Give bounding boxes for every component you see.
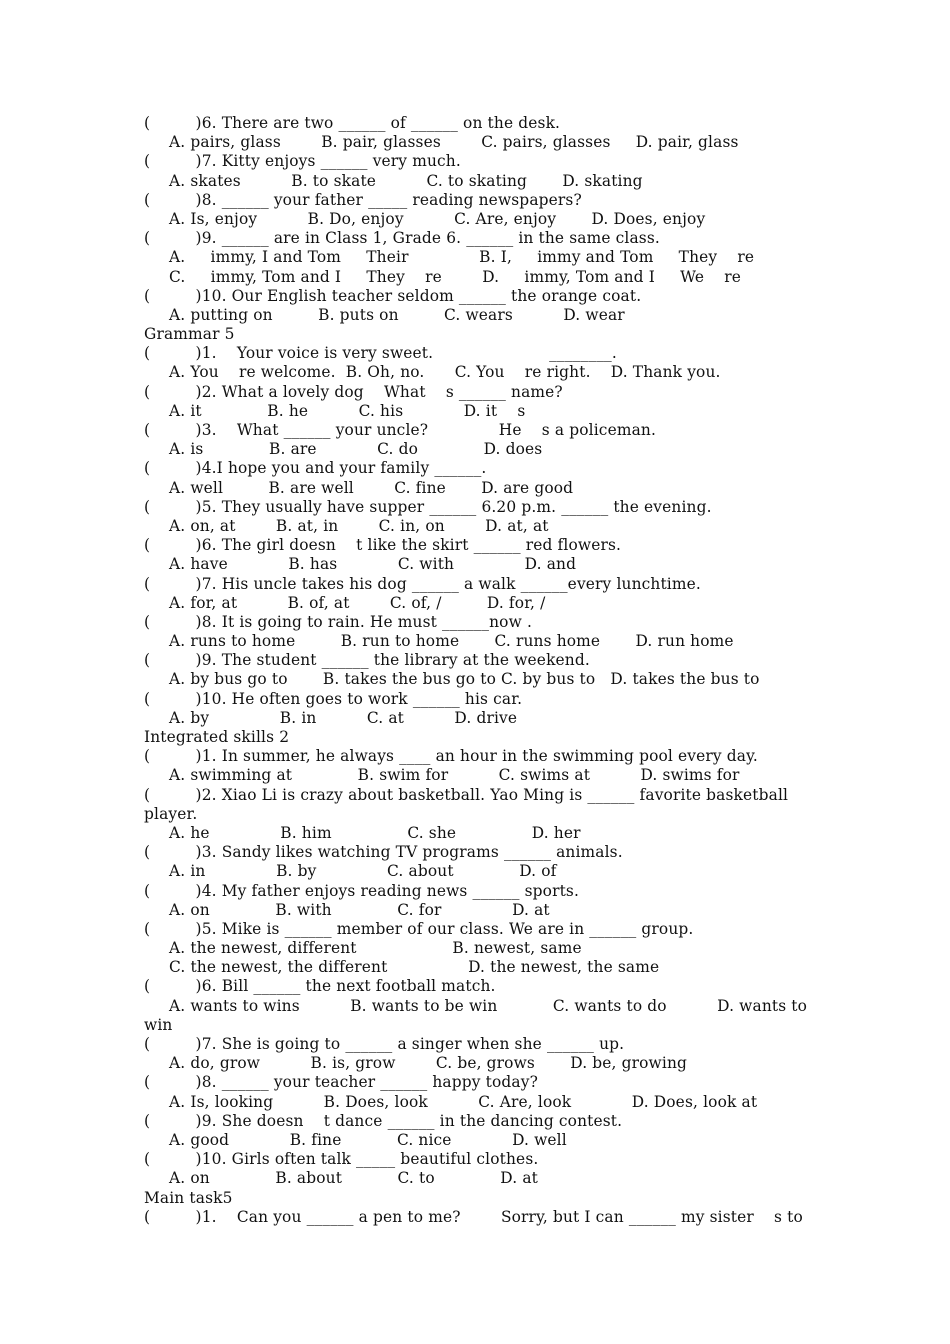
answer-options: A. swimming at B. swim for C. swims at D. swims for: [169, 766, 740, 785]
question-line: ( )8. ______ your teacher ______ happy today?: [144, 1073, 538, 1092]
question-line: ( )9. ______ are in Class 1, Grade 6. ______ in the same class.: [144, 229, 660, 248]
answer-options: A. for, at B. of, at C. of, / D. for, /: [169, 593, 546, 612]
answer-options: A. on, at B. at, in C. in, on D. at, at: [169, 516, 549, 535]
answer-options: A. Is, enjoy B. Do, enjoy C. Are, enjoy D. Does, enjoy: [169, 209, 706, 228]
question-line: ( )10. Girls often talk _____ beautiful clothes.: [144, 1150, 539, 1169]
question-line: ( )6. The girl doesn t like the skirt ______ red flowers.: [144, 536, 622, 555]
answer-options: A. by bus go to B. takes the bus go to C. by bus to D. takes the bus to: [169, 670, 760, 689]
question-line: ( )7. Kitty enjoys ______ very much.: [144, 152, 461, 171]
question-line: ( )1. Your voice is very sweet. ________.: [144, 344, 617, 363]
answer-options: A. immy, I and Tom Their B. I, immy and Tom They re: [169, 248, 755, 267]
question-line: ( )2. Xiao Li is crazy about basketball. Yao Ming is ______ favorite basketball: [144, 785, 789, 804]
answer-options: A. Is, looking B. Does, look C. Are, look D. Does, look at: [169, 1092, 758, 1111]
question-line: ( )1. Can you ______ a pen to me? Sorry, but I can ______ my sister s to: [144, 1207, 803, 1226]
answer-options: A. is B. are C. do D. does: [169, 440, 543, 459]
answer-options: A. in B. by C. about D. of: [169, 862, 557, 881]
section-heading: Main task5: [144, 1188, 233, 1207]
answer-options: A. on B. with C. for D. at: [169, 900, 550, 919]
answer-options: C. immy, Tom and I They re D. immy, Tom and I We re: [169, 267, 742, 286]
answer-options: A. it B. he C. his D. it s: [169, 401, 526, 420]
question-line: ( )7. She is going to ______ a singer when she ______ up.: [144, 1035, 625, 1053]
question-line: ( )3. What ______ your uncle? He s a policeman.: [144, 421, 657, 439]
answer-options: C. the newest, the different D. the newest, the same: [169, 958, 660, 977]
answer-options: A. putting on B. puts on C. wears D. wear: [169, 305, 625, 324]
question-line: ( )1. In summer, he always ____ an hour in the swimming pool every day.: [144, 747, 758, 766]
answer-options: A. You re welcome. B. Oh, no. C. You re right. D. Thank you.: [169, 363, 721, 382]
worksheet-text: [144, 114, 824, 1227]
section-heading: Integrated skills 2: [144, 728, 290, 746]
answer-options: A. by B. in C. at D. drive: [169, 708, 518, 727]
question-line: ( )6. Bill ______ the next football match.: [144, 977, 496, 996]
question-line: ( )4. My father enjoys reading news ______ sports.: [144, 881, 580, 900]
question-line: ( )10. Our English teacher seldom ______ the orange coat.: [144, 286, 642, 305]
question-line: ( )3. Sandy likes watching TV programs ______ animals.: [144, 843, 623, 862]
section-heading: player.: [144, 804, 198, 823]
answer-options: A. runs to home B. run to home C. runs home D. run home: [169, 632, 734, 651]
answer-options: A. well B. are well C. fine D. are good: [169, 478, 574, 497]
answer-options: A. good B. fine C. nice D. well: [169, 1130, 567, 1149]
question-line: ( )2. What a lovely dog What s ______ name?: [144, 382, 563, 401]
question-line: ( )5. They usually have supper ______ 6.20 p.m. ______ the evening.: [144, 497, 712, 516]
answer-options: A. he B. him C. she D. her: [169, 823, 581, 842]
question-line: ( )9. The student ______ the library at the weekend.: [144, 651, 590, 670]
question-line: ( )10. He often goes to work ______ his car.: [144, 689, 523, 708]
section-heading: win: [144, 1015, 173, 1034]
answer-options: A. wants to wins B. wants to be win C. wants to do D. wants to: [169, 996, 808, 1015]
question-line: ( )7. His uncle takes his dog ______ a walk ______every lunchtime.: [144, 574, 701, 593]
question-line: ( )4.I hope you and your family ______.: [144, 459, 487, 478]
answer-options: A. have B. has C. with D. and: [169, 555, 577, 574]
question-line: ( )8. ______ your father _____ reading newspapers?: [144, 190, 582, 209]
answer-options: A. the newest, different B. newest, same: [169, 939, 582, 958]
answer-options: A. on B. about C. to D. at: [169, 1169, 538, 1188]
question-line: ( )5. Mike is ______ member of our class. We are in ______ group.: [144, 919, 694, 938]
answer-options: A. pairs, glass B. pair, glasses C. pairs, glasses D. pair, glass: [169, 133, 739, 152]
question-line: ( )6. There are two ______ of ______ on the desk.: [144, 114, 561, 132]
answer-options: A. do, grow B. is, grow C. be, grows D. be, growing: [169, 1054, 688, 1073]
section-heading: Grammar 5: [144, 325, 235, 344]
answer-options: A. skates B. to skate C. to skating D. skating: [169, 171, 643, 190]
question-line: ( )9. She doesn t dance ______ in the dancing contest.: [144, 1111, 623, 1130]
question-line: ( )8. It is going to rain. He must ______now .: [144, 612, 532, 631]
